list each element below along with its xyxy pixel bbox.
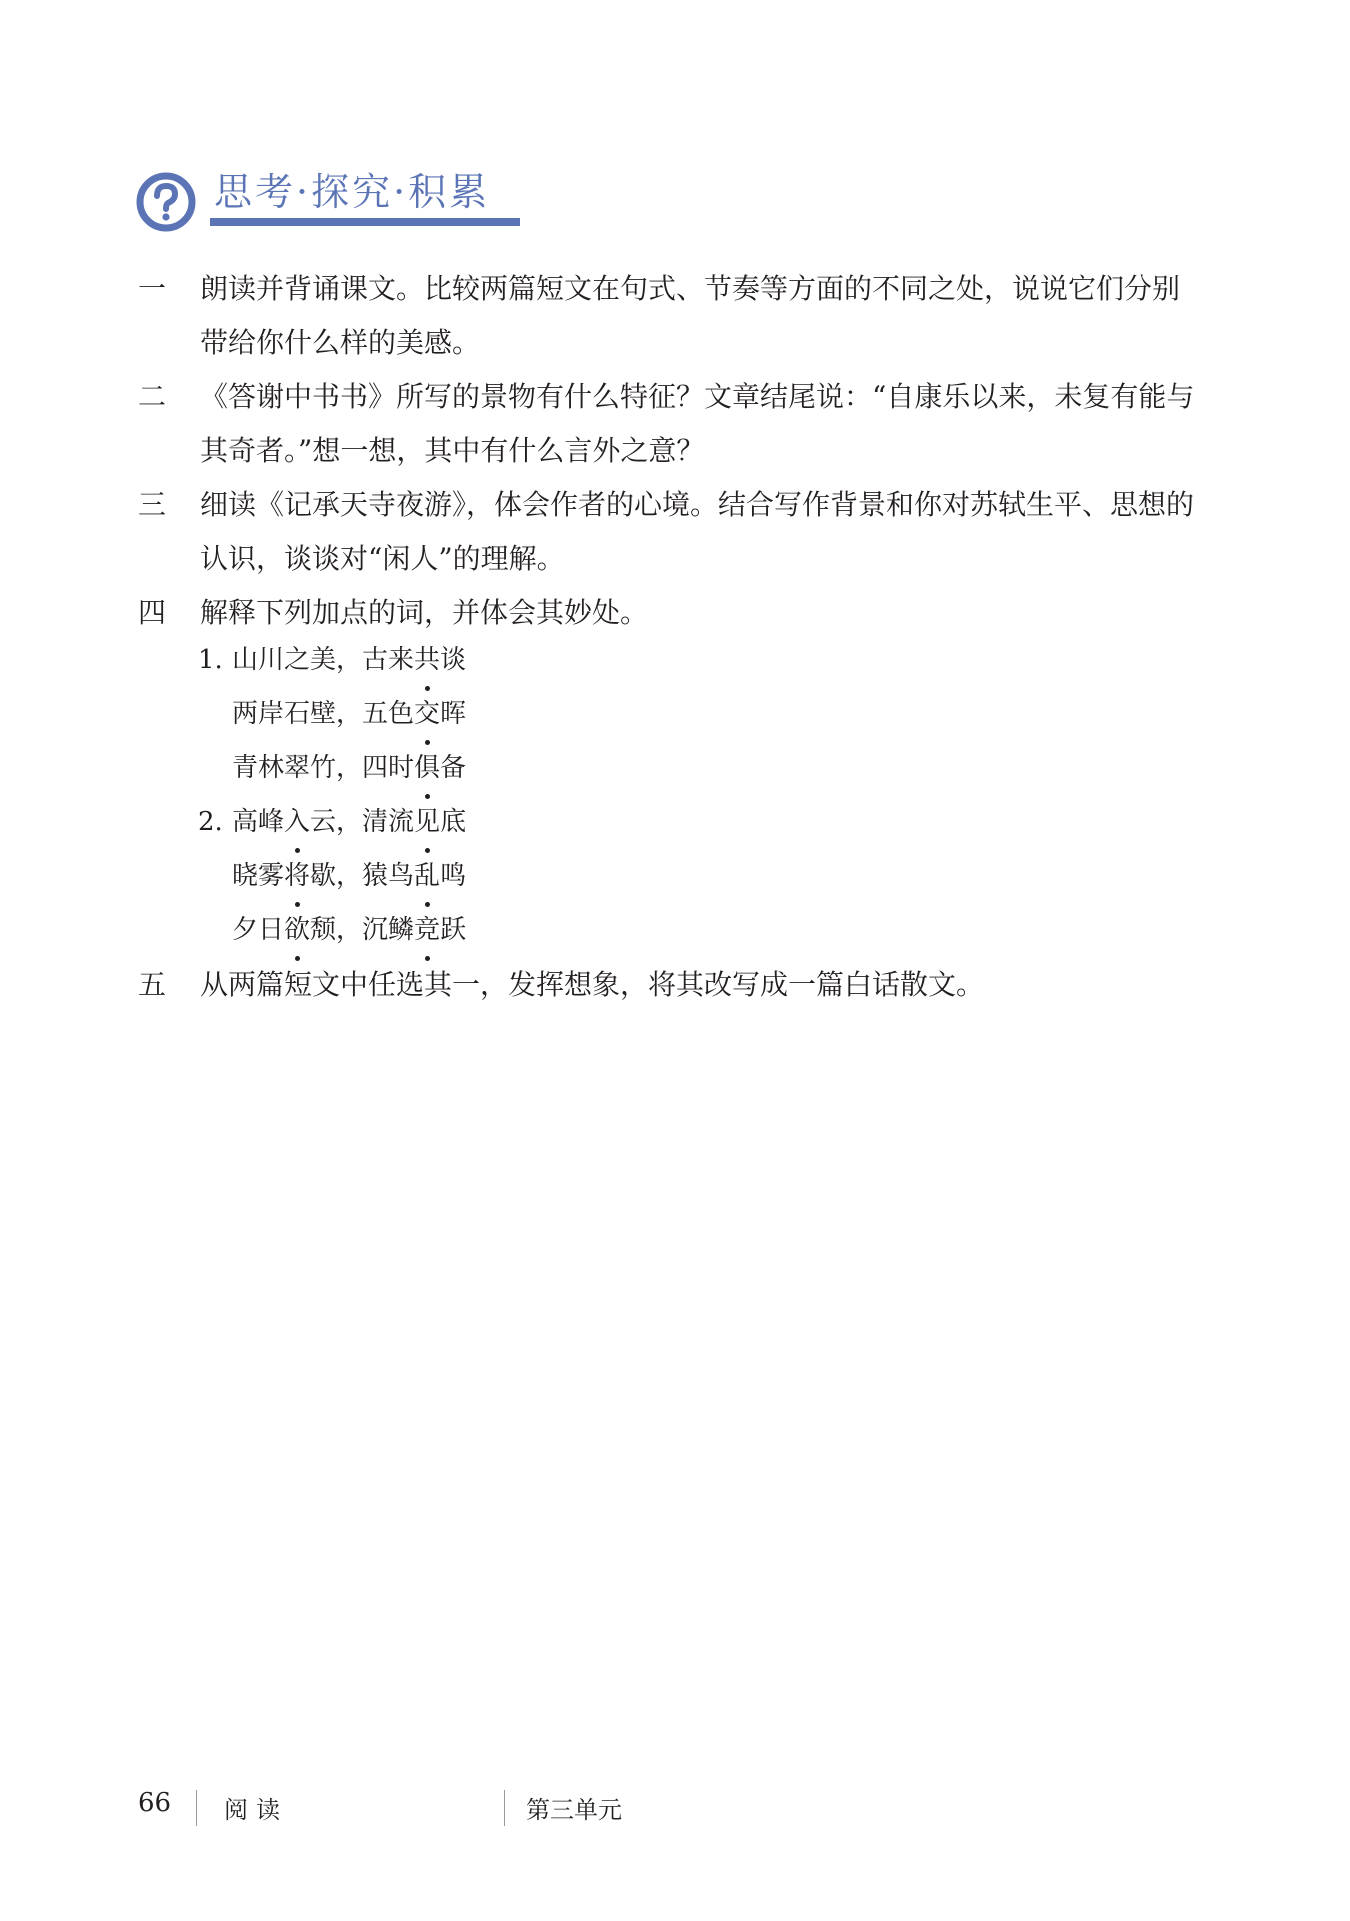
page-number: 66 xyxy=(138,1788,172,1818)
question-mark-icon xyxy=(136,172,196,232)
line-text: 山川之美，古来 xyxy=(232,645,415,675)
question-1 xyxy=(138,262,1198,370)
question-text: 《答谢中书书》所写的景物有什么特征？文章结尾说：“自康乐以来，未复有能与其奇者。”想一想，其中有什么言外之意？ xyxy=(200,380,1195,467)
line-text: 云，清流 xyxy=(310,807,415,837)
dotted-word: 乱 xyxy=(414,849,440,903)
page-footer xyxy=(0,1788,1350,1828)
title-underline xyxy=(210,218,520,226)
sub-item-line xyxy=(232,849,466,903)
sub-item-line xyxy=(232,903,466,957)
question-number: 二 xyxy=(138,380,167,413)
dotted-word: 入 xyxy=(284,795,310,849)
dotted-word: 共 xyxy=(414,633,440,687)
question-text: 细读《记承天寺夜游》，体会作者的心境。结合写作背景和你对苏轼生平、思想的认识，谈谈对“闲人”的理解。 xyxy=(200,488,1195,575)
sub-item-line xyxy=(232,687,466,741)
footer-divider xyxy=(504,1790,505,1826)
question-4 xyxy=(138,586,1198,640)
line-text: 青林翠竹，四时 xyxy=(232,753,415,783)
footer-unit: 第三单元 xyxy=(526,1796,622,1824)
line-text: 谈 xyxy=(440,645,467,675)
sub-item-line xyxy=(232,741,466,795)
sub-item-label: 1. xyxy=(198,645,223,675)
sub-item-line xyxy=(232,795,466,849)
question-number: 四 xyxy=(138,596,167,629)
footer-section: 阅读 xyxy=(224,1796,288,1824)
question-2 xyxy=(138,370,1198,478)
sub-item-line xyxy=(232,633,466,687)
dotted-word: 交 xyxy=(414,687,440,741)
section-title: 思考·探究·积累 xyxy=(214,170,491,214)
question-3 xyxy=(138,478,1198,586)
sub-item-label: 2. xyxy=(198,807,223,837)
dotted-word: 欲 xyxy=(284,903,310,957)
question-number: 一 xyxy=(138,272,167,305)
dotted-word: 竞 xyxy=(414,903,440,957)
line-text: 歇，猿鸟 xyxy=(310,861,415,891)
question-number: 五 xyxy=(138,968,167,1001)
line-text: 夕日 xyxy=(232,915,285,945)
line-text: 两岸石壁，五色 xyxy=(232,699,415,729)
question-text: 从两篇短文中任选其一，发挥想象，将其改写成一篇白话散文。 xyxy=(200,968,985,1001)
dotted-word: 将 xyxy=(284,849,310,903)
line-text: 备 xyxy=(440,753,467,783)
dotted-word: 见 xyxy=(414,795,440,849)
line-text: 颓，沉鳞 xyxy=(310,915,415,945)
footer-divider xyxy=(196,1790,197,1826)
line-text: 高峰 xyxy=(232,807,285,837)
line-text: 晖 xyxy=(440,699,467,729)
line-text: 晓雾 xyxy=(232,861,285,891)
line-text: 鸣 xyxy=(440,861,467,891)
section-header xyxy=(136,164,536,234)
question-text: 朗读并背诵课文。比较两篇短文在句式、节奏等方面的不同之处，说说它们分别带给你什么样的美感。 xyxy=(200,272,1181,359)
line-text: 跃 xyxy=(440,915,467,945)
dotted-word: 俱 xyxy=(414,741,440,795)
line-text: 底 xyxy=(440,807,467,837)
question-number: 三 xyxy=(138,488,167,521)
question-5 xyxy=(138,958,1198,1012)
question-text: 解释下列加点的词，并体会其妙处。 xyxy=(200,596,649,629)
